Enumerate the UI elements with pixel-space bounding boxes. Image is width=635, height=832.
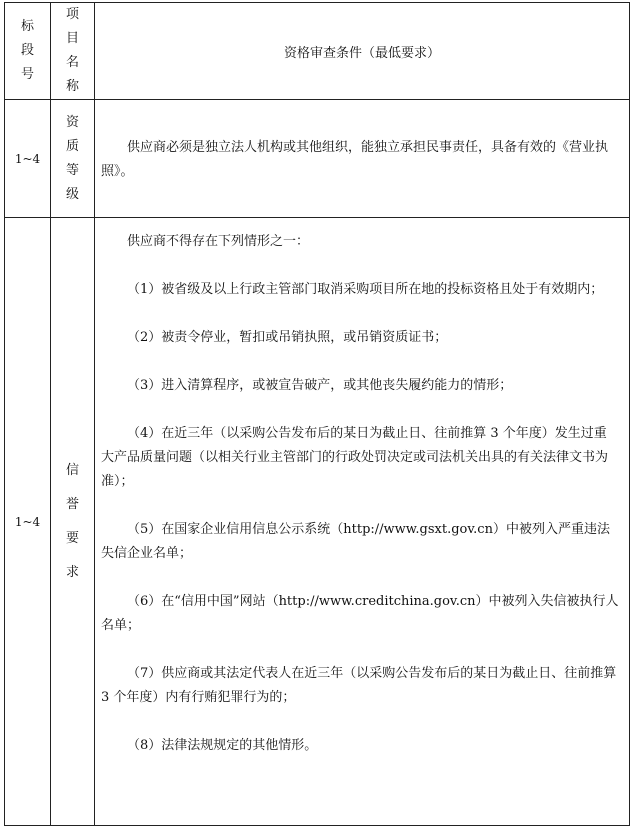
header-col1-char: 标 (20, 19, 34, 34)
item-char: 等 (65, 162, 79, 178)
condition-intro: 供应商不得存在下列情形之一： (127, 234, 310, 249)
conditions-cell (95, 218, 630, 826)
table-row (5, 218, 630, 826)
header-col1-char: 号 (20, 67, 34, 82)
header-conditions: 资格审查条件（最低要求） (95, 3, 630, 100)
header-col1-char: 段 (20, 43, 34, 58)
header-bid-number (5, 3, 51, 100)
condition-item: （1）被省级及以上行政主管部门取消采购项目所在地的投标资格且处于有效期内； (127, 282, 604, 297)
condition-item: （6）在“信用中国”网站（http://www.creditchina.gov.cn）中被列入失信被执行人名单； (101, 594, 619, 633)
header-col2-char: 目 (65, 31, 79, 46)
item-char: 誉 (65, 496, 79, 512)
item-char: 要 (65, 530, 79, 546)
condition-item: （2）被责令停业，暂扣或吊销执照，或吊销资质证书； (127, 330, 448, 345)
condition-item: （3）进入清算程序，或被宣告破产，或其他丧失履约能力的情形； (127, 378, 513, 393)
conditions-cell (95, 100, 630, 218)
header-col2-char: 项 (65, 7, 79, 22)
item-char: 求 (65, 564, 79, 580)
bid-number-cell: 1~4 (5, 218, 51, 826)
item-name-cell (51, 218, 95, 826)
condition-item: （8）法律法规规定的其他情形。 (127, 738, 318, 753)
item-char: 级 (65, 186, 79, 202)
item-char: 信 (65, 462, 79, 478)
condition-text: 供应商必须是独立法人机构或其他组织，能独立承担民事责任，具备有效的《营业执照》。 (101, 139, 609, 179)
header-row (5, 3, 630, 100)
item-char: 资 (65, 114, 79, 130)
condition-item: （7）供应商或其法定代表人在近三年（以采购公告发布后的某日为截止日、往前推算 3 个年度）内有行贿犯罪行为的； (101, 666, 617, 705)
condition-item: （5）在国家企业信用信息公示系统（http://www.gsxt.gov.cn）中被列入严重违法失信企业名单； (101, 522, 610, 561)
item-name-cell (51, 100, 95, 218)
header-col2-char: 名 (65, 55, 79, 70)
qualification-table (4, 2, 630, 826)
condition-item: （4）在近三年（以采购公告发布后的某日为截止日、往前推算 3 个年度）发生过重大产品质量问题（以相关行业主管部门的行政处罚决定或司法机关出具的有关法律文书为准）； (101, 426, 609, 489)
header-item-name (51, 3, 95, 100)
bid-number-cell: 1~4 (5, 100, 51, 218)
table-row (5, 100, 630, 218)
item-char: 质 (65, 138, 79, 154)
header-col2-char: 称 (65, 79, 79, 94)
